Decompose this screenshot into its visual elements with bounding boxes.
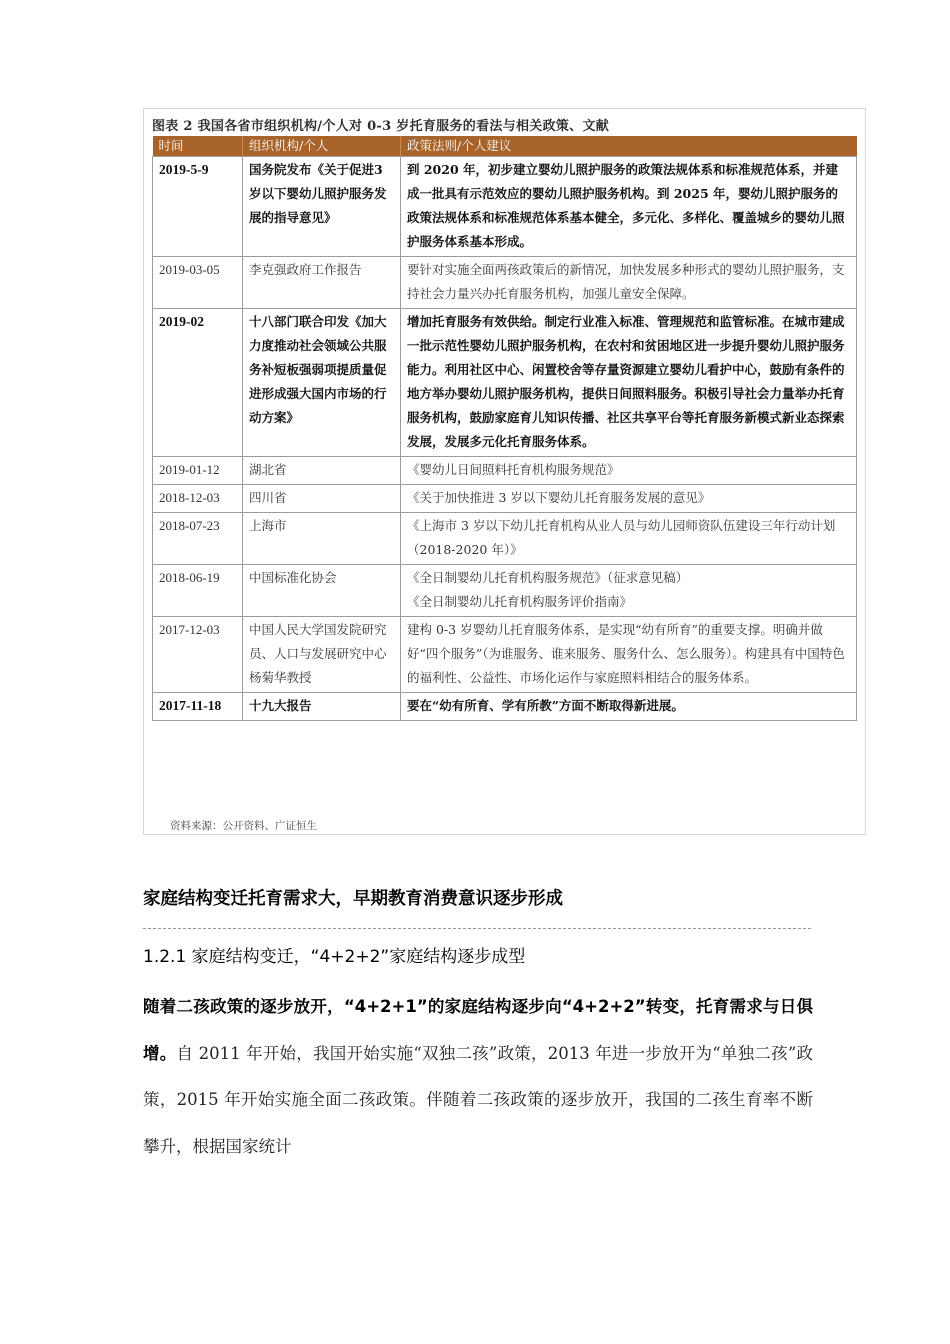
- row-policy: [401, 565, 857, 617]
- header-policy: 政策法则/个人建议: [401, 136, 857, 157]
- table-row: [153, 157, 857, 257]
- policy-line: 《全日制婴幼儿托育机构服务评价指南》: [407, 594, 633, 609]
- table-header-row: [153, 136, 857, 157]
- section-heading: 家庭结构变迁托育需求大，早期教育消费意识逐步形成: [143, 889, 563, 909]
- row-date: 2018-12-03: [153, 485, 243, 513]
- row-policy: [401, 513, 857, 565]
- row-org: 十九大报告: [243, 693, 401, 721]
- header-date: 时间: [153, 136, 243, 157]
- row-org: 四川省: [243, 485, 401, 513]
- row-policy: [401, 457, 857, 485]
- row-org: 李克强政府工作报告: [243, 257, 401, 309]
- paragraph-text: 自 2011 年开始，我国开始实施“双独二孩”政策，2013 年进一步放开为“单独二孩”政策，2015 年开始实施全面二孩政策。伴随着二孩政策的逐步放开，我国的二孩生育率不断攀升，根据国家统计: [143, 1043, 813, 1156]
- row-date: 2018-06-19: [153, 565, 243, 617]
- row-policy: [401, 617, 857, 693]
- subsection-heading: 1.2.1 家庭结构变迁，“4+2+2”家庭结构逐步成型: [143, 947, 526, 967]
- policy-figure: [143, 108, 866, 835]
- row-policy: [401, 257, 857, 309]
- table-row: [153, 565, 857, 617]
- row-date: 2019-01-12: [153, 457, 243, 485]
- row-org: 上海市: [243, 513, 401, 565]
- figure-source: 资料来源：公开资料、广证恒生: [170, 820, 317, 832]
- policy-line: 建构 0-3 岁婴幼儿托育服务体系，是实现“幼有所育”的重要支撑。明确并做好“四个服务”（为谁服务、谁来服务、服务什么、怎么服务）。构建具有中国特色的福利性、公益性、市场化运作与家庭照料相结合的服务体系。: [407, 622, 845, 685]
- table-row: [153, 485, 857, 513]
- policy-line: 《上海市 3 岁以下幼儿托育机构从业人员与幼儿园师资队伍建设三年行动计划（2018-2020 年）》: [407, 518, 836, 557]
- policy-line: 要针对实施全面两孩政策后的新情况，加快发展多种形式的婴幼儿照护服务，支持社会力量兴办托育服务机构，加强儿童安全保障。: [407, 262, 845, 301]
- table-row: [153, 257, 857, 309]
- policy-table: [152, 136, 857, 721]
- table-row: [153, 309, 857, 457]
- row-org: 中国人民大学国发院研究员、人口与发展研究中心杨菊华教授: [243, 617, 401, 693]
- row-policy: [401, 693, 857, 721]
- table-row: [153, 457, 857, 485]
- policy-line: 《全日制婴幼儿托育机构服务规范》（征求意见稿）: [407, 570, 689, 585]
- table-row: [153, 617, 857, 693]
- policy-line: 到 2020 年，初步建立婴幼儿照护服务的政策法规体系和标准规范体系，并建成一批具有示范效应的婴幼儿照护服务机构。到 2025 年，婴幼儿照护服务的政策法规体系和标准规范体系基本健全，多元化、多样化、覆盖城乡的婴幼儿照护服务体系基本形成。: [407, 162, 845, 249]
- table-row: [153, 693, 857, 721]
- table-row: [153, 513, 857, 565]
- row-policy: [401, 485, 857, 513]
- figure-title: 图表 2 我国各省市组织机构/个人对 0-3 岁托育服务的看法与相关政策、文献: [152, 119, 610, 134]
- row-date: 2019-5-9: [153, 157, 243, 257]
- row-date: 2018-07-23: [153, 513, 243, 565]
- row-date: 2019-02: [153, 309, 243, 457]
- row-date: 2017-12-03: [153, 617, 243, 693]
- row-date: 2019-03-05: [153, 257, 243, 309]
- heading-divider: [143, 928, 811, 929]
- row-policy: [401, 309, 857, 457]
- policy-line: 要在“幼有所育、学有所教”方面不断取得新进展。: [407, 698, 684, 713]
- header-org: 组织机构/个人: [243, 136, 401, 157]
- body-paragraph: [143, 984, 813, 1170]
- row-org: 十八部门联合印发《加大力度推动社会领域公共服务补短板强弱项提质量促进形成强大国内市场的行动方案》: [243, 309, 401, 457]
- row-date: 2017-11-18: [153, 693, 243, 721]
- paragraph-lead: 随着二孩政策的逐步放开，“4+2+1”的家庭结构逐步向“4+2+2”转变，托育需求与日俱增。: [143, 997, 813, 1063]
- row-org: 湖北省: [243, 457, 401, 485]
- policy-line: 《关于加快推进 3 岁以下婴幼儿托育服务发展的意见》: [407, 490, 711, 505]
- row-org: 国务院发布《关于促进3 岁以下婴幼儿照护服务发展的指导意见》: [243, 157, 401, 257]
- policy-line: 增加托育服务有效供给。制定行业准入标准、管理规范和监管标准。在城市建成一批示范性婴幼儿照护服务机构，在农村和贫困地区进一步提升婴幼儿照护服务能力。利用社区中心、闲置校舍等存量资源建立婴幼儿看护中心，鼓励有条件的地方举办婴幼儿照护服务机构，提供日间照料服务。积极引导社会力量举办托育服务机构，鼓励家庭育儿知识传播、社区共享平台等托育服务新模式新业态探索发展，发展多元化托育服务体系。: [407, 314, 845, 449]
- row-org: 中国标准化协会: [243, 565, 401, 617]
- row-policy: [401, 157, 857, 257]
- policy-line: 《婴幼儿日间照料托育机构服务规范》: [407, 462, 620, 477]
